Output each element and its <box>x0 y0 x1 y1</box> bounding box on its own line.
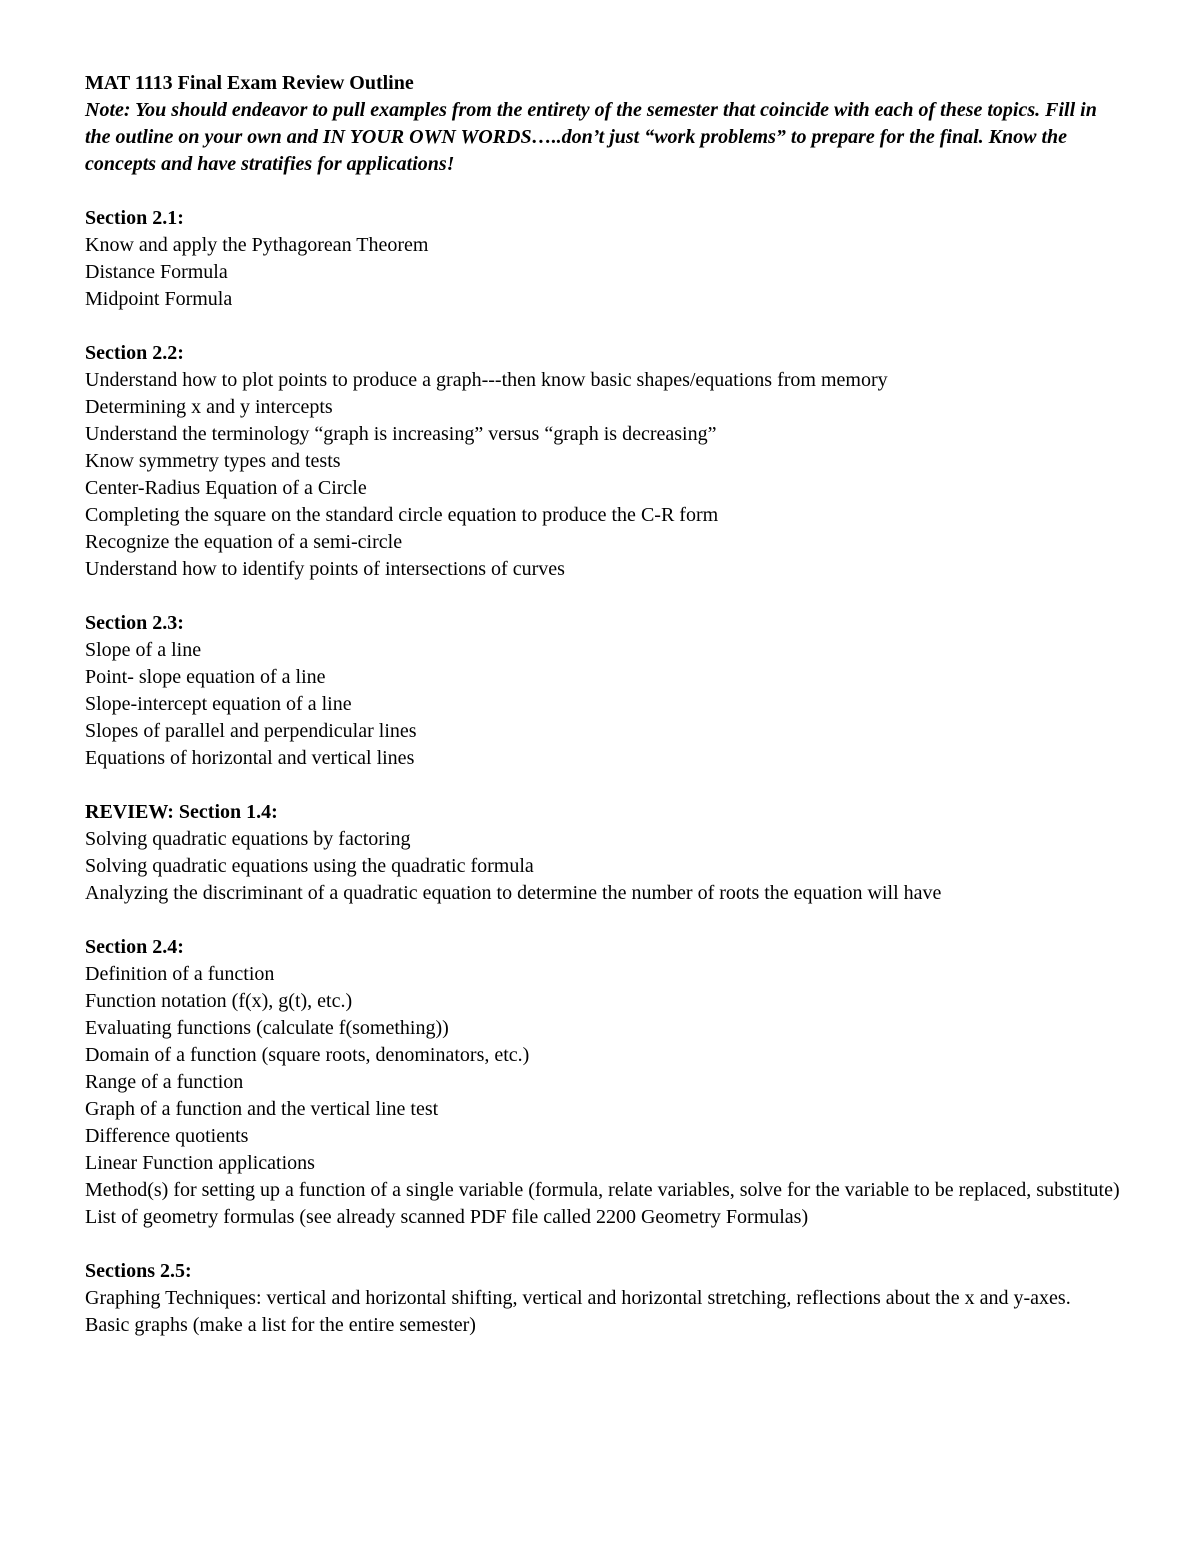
outline-item: Linear Function applications <box>85 1152 315 1174</box>
outline-item: Determining x and y intercepts <box>85 396 333 418</box>
section-item-list <box>85 961 1125 1231</box>
section-block <box>85 1258 1125 1339</box>
outline-item: Basic graphs (make a list for the entire semester) <box>85 1314 476 1336</box>
section-heading: Section 2.2: <box>85 342 184 364</box>
document-page <box>85 70 1125 1339</box>
outline-item: Know symmetry types and tests <box>85 450 341 472</box>
outline-item: Definition of a function <box>85 963 275 985</box>
outline-item: Solving quadratic equations by factoring <box>85 828 411 850</box>
outline-item: Distance Formula <box>85 261 228 283</box>
section-item-list <box>85 367 1125 583</box>
outline-item: Domain of a function (square roots, denominators, etc.) <box>85 1044 530 1066</box>
document-note: Note: You should endeavor to pull examples from the entirety of the semester that coincide with each of these topics. Fill in the outline on your own and IN YOUR OWN WORDS…..don’t just “work problems” to prepare for the final. Know the concepts and have stratifies for applications! <box>85 99 1097 175</box>
section-item-list <box>85 637 1125 772</box>
section-block <box>85 799 1125 907</box>
outline-item: Point- slope equation of a line <box>85 666 326 688</box>
outline-item: Analyzing the discriminant of a quadratic equation to determine the number of roots the equation will have <box>85 882 942 904</box>
outline-item: Difference quotients <box>85 1125 249 1147</box>
outline-item: Understand how to identify points of intersections of curves <box>85 558 565 580</box>
section-block <box>85 340 1125 583</box>
outline-item: Understand how to plot points to produce a graph---then know basic shapes/equations from memory <box>85 369 888 391</box>
outline-item: Understand the terminology “graph is increasing” versus “graph is decreasing” <box>85 423 717 445</box>
section-item-list <box>85 826 1125 907</box>
outline-item: Completing the square on the standard circle equation to produce the C-R form <box>85 504 719 526</box>
outline-item: Recognize the equation of a semi-circle <box>85 531 403 553</box>
outline-item: Range of a function <box>85 1071 244 1093</box>
outline-item: Center-Radius Equation of a Circle <box>85 477 367 499</box>
outline-item: Midpoint Formula <box>85 288 233 310</box>
section-item-list <box>85 232 1125 313</box>
section-block <box>85 934 1125 1231</box>
sections-container <box>85 205 1125 1339</box>
section-heading: Section 2.4: <box>85 936 184 958</box>
outline-item: Know and apply the Pythagorean Theorem <box>85 234 429 256</box>
document-title: MAT 1113 Final Exam Review Outline <box>85 72 414 94</box>
section-heading: Section 2.1: <box>85 207 184 229</box>
section-item-list <box>85 1285 1125 1339</box>
outline-item: List of geometry formulas (see already scanned PDF file called 2200 Geometry Formulas) <box>85 1206 809 1228</box>
section-block <box>85 205 1125 313</box>
outline-item: Slope of a line <box>85 639 202 661</box>
section-heading: Section 2.3: <box>85 612 184 634</box>
section-block <box>85 610 1125 772</box>
outline-item: Equations of horizontal and vertical lines <box>85 747 415 769</box>
section-heading: REVIEW: Section 1.4: <box>85 801 278 823</box>
outline-item: Evaluating functions (calculate f(something)) <box>85 1017 449 1039</box>
section-heading: Sections 2.5: <box>85 1260 192 1282</box>
outline-item: Slope-intercept equation of a line <box>85 693 352 715</box>
outline-item: Method(s) for setting up a function of a single variable (formula, relate variables, solve for the variable to be replaced, substitute) <box>85 1179 1120 1201</box>
outline-item: Solving quadratic equations using the quadratic formula <box>85 855 534 877</box>
outline-item: Slopes of parallel and perpendicular lines <box>85 720 417 742</box>
outline-item: Graph of a function and the vertical line test <box>85 1098 439 1120</box>
outline-item: Function notation (f(x), g(t), etc.) <box>85 990 353 1012</box>
outline-item: Graphing Techniques: vertical and horizontal shifting, vertical and horizontal stretching, reflections about the x and y-axes. <box>85 1287 1071 1309</box>
